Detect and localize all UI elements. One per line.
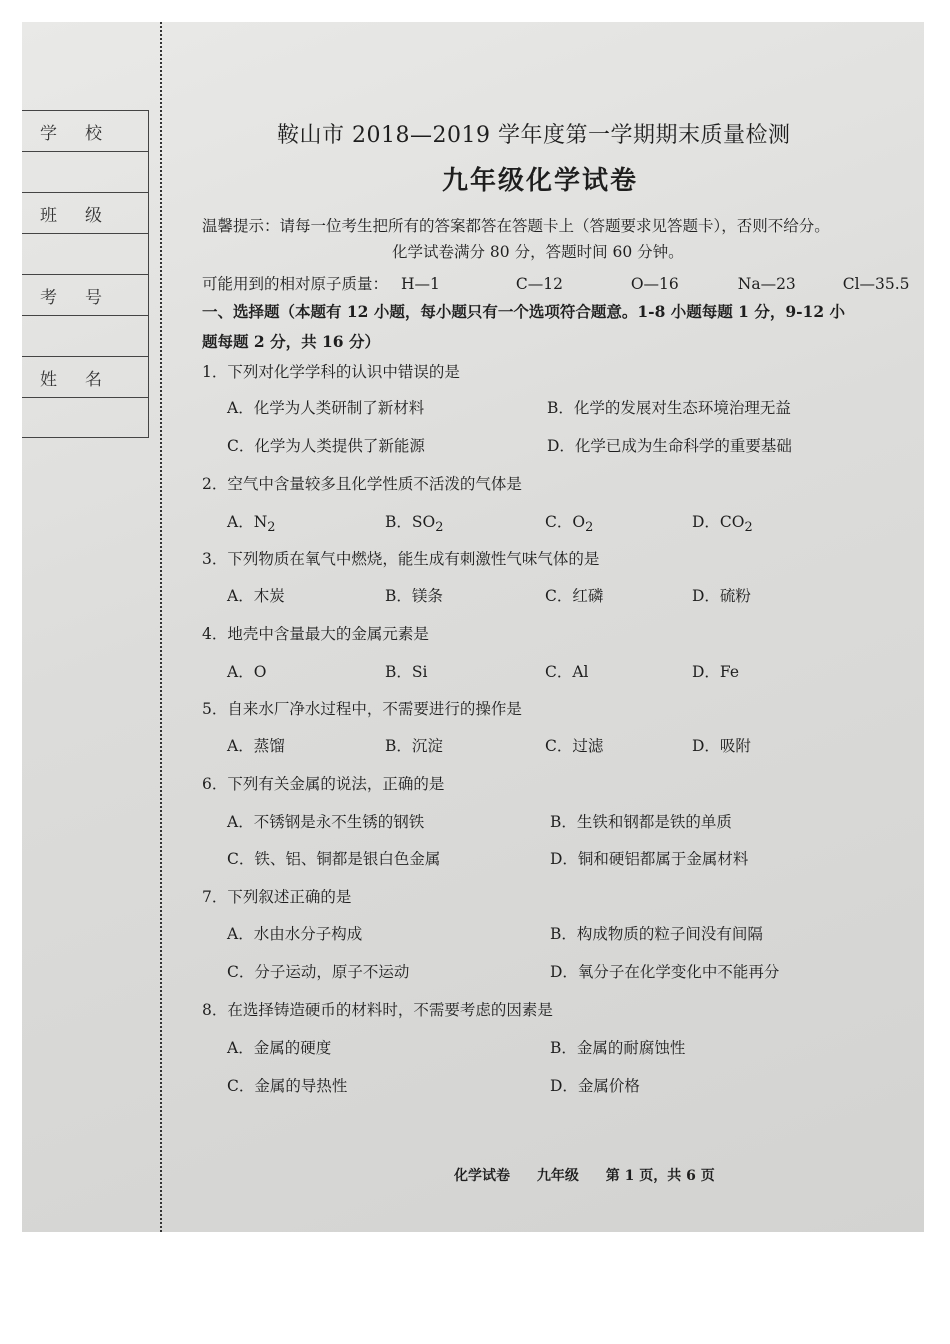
notice-line-1: 温馨提示：请每一位考生把所有的答案都答在答题卡上（答题要求见答题卡），否则不给分。	[202, 217, 830, 235]
q7-option-c[interactable]: C．分子运动，原子不运动	[227, 963, 410, 981]
question-6: 6．下列有关金属的说法，正确的是	[202, 775, 445, 793]
q6-option-c[interactable]: C．铁、铝、铜都是银白色金属	[227, 850, 441, 868]
q8-option-d[interactable]: D．金属价格	[550, 1077, 640, 1095]
q4-option-c[interactable]: C．Al	[545, 663, 589, 681]
exam-paper	[22, 22, 924, 1232]
q1-option-a[interactable]: A．化学为人类研制了新材料	[227, 399, 425, 417]
binding-dotted-line	[160, 22, 162, 1232]
exam-subtitle: 九年级化学试卷	[442, 166, 639, 196]
school-label: 学校	[22, 110, 149, 151]
q6-option-d[interactable]: D．铜和硬铝都属于金属材料	[550, 850, 749, 868]
q3-option-c[interactable]: C．红磷	[545, 587, 604, 605]
q1-option-d[interactable]: D．化学已成为生命科学的重要基础	[547, 437, 792, 455]
notice-line-2: 化学试卷满分 80 分，答题时间 60 分钟。	[392, 243, 684, 261]
q8-option-c[interactable]: C．金属的导热性	[227, 1077, 348, 1095]
exam-no-field[interactable]	[22, 315, 149, 356]
question-7: 7．下列叙述正确的是	[202, 888, 352, 906]
question-1: 1．下列对化学学科的认识中错误的是	[202, 363, 460, 381]
mass-o: O—16	[630, 275, 679, 293]
section-heading-line-1: 一、选择题（本题有 12 小题，每小题只有一个选项符合题意。1-8 小题每题 1 分，9-12 小	[202, 302, 846, 321]
name-field[interactable]	[22, 397, 149, 438]
footer-subject: 化学试卷	[454, 1168, 510, 1184]
q4-option-b[interactable]: B．Si	[385, 663, 428, 681]
atomic-masses-label: 可能用到的相对原子质量：	[202, 275, 389, 293]
student-info-box	[22, 110, 149, 438]
q2-option-c[interactable]: C．$O_2$	[545, 513, 594, 536]
q2-option-a[interactable]: A．$N_2$	[227, 513, 276, 536]
q8-option-b[interactable]: B．金属的耐腐蚀性	[550, 1039, 686, 1057]
school-field[interactable]	[22, 151, 149, 192]
footer-page-number: 第 1 页，共 6 页	[605, 1168, 715, 1184]
q2-option-d[interactable]: D．$CO_2$	[692, 513, 753, 536]
question-5: 5．自来水厂净水过程中，不需要进行的操作是	[202, 700, 522, 718]
exam-no-label: 考号	[22, 274, 149, 315]
question-3: 3．下列物质在氧气中燃烧，能生成有刺激性气味气体的是	[202, 550, 600, 568]
mass-na: Na—23	[737, 275, 796, 293]
name-label: 姓名	[22, 356, 149, 397]
q3-option-b[interactable]: B．镁条	[385, 587, 443, 605]
footer-grade: 九年级	[536, 1168, 579, 1184]
q7-option-b[interactable]: B．构成物质的粒子间没有间隔	[550, 925, 763, 943]
q1-option-b[interactable]: B．化学的发展对生态环境治理无益	[547, 399, 791, 417]
mass-cl: Cl—35.5	[842, 275, 910, 293]
q3-option-d[interactable]: D．硫粉	[692, 587, 751, 605]
page-footer	[454, 1165, 737, 1185]
exam-title: 鞍山市 2018—2019 学年度第一学期期末质量检测	[277, 123, 791, 148]
question-8: 8．在选择铸造硬币的材料时，不需要考虑的因素是	[202, 1001, 553, 1019]
q5-option-a[interactable]: A．蒸馏	[227, 737, 285, 755]
q7-option-d[interactable]: D．氧分子在化学变化中不能再分	[550, 963, 780, 981]
q6-option-b[interactable]: B．生铁和钢都是铁的单质	[550, 813, 732, 831]
mass-c: C—12	[515, 275, 563, 293]
q4-option-a[interactable]: A．O	[227, 663, 267, 681]
q4-option-d[interactable]: D．Fe	[692, 663, 740, 681]
question-2: 2．空气中含量较多且化学性质不活泼的气体是	[202, 475, 522, 493]
q1-option-c[interactable]: C．化学为人类提供了新能源	[227, 437, 425, 455]
q2-option-b[interactable]: B．$SO_2$	[385, 513, 444, 536]
question-4: 4．地壳中含量最大的金属元素是	[202, 625, 429, 643]
q5-option-c[interactable]: C．过滤	[545, 737, 604, 755]
class-field[interactable]	[22, 233, 149, 274]
q8-option-a[interactable]: A．金属的硬度	[227, 1039, 332, 1057]
class-label: 班级	[22, 192, 149, 233]
q3-option-a[interactable]: A．木炭	[227, 587, 285, 605]
mass-h: H—1	[400, 275, 440, 293]
q6-option-a[interactable]: A．不锈钢是永不生锈的钢铁	[227, 813, 425, 831]
q5-option-b[interactable]: B．沉淀	[385, 737, 443, 755]
atomic-masses	[202, 272, 910, 294]
section-heading-line-2: 题每题 2 分，共 16 分）	[202, 332, 380, 351]
q5-option-d[interactable]: D．吸附	[692, 737, 751, 755]
q7-option-a[interactable]: A．水由水分子构成	[227, 925, 363, 943]
